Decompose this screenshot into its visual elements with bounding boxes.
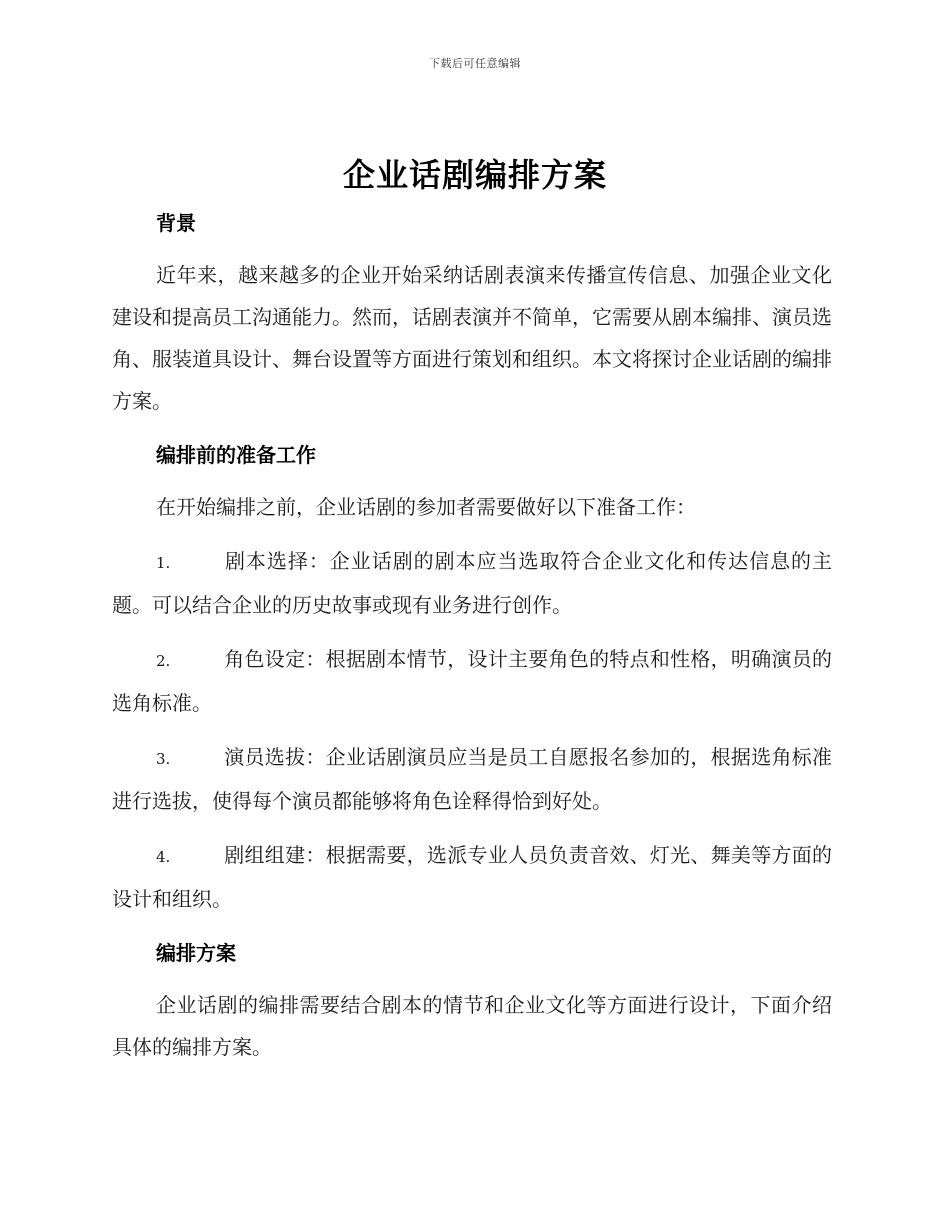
preparation-intro: 在开始编排之前，企业话剧的参加者需要做好以下准备工作：	[156, 495, 696, 519]
list-item-text: 剧组组建：根据需要，选派专业人员负责音效、灯光、舞美等方面的设计和组织。	[112, 843, 832, 911]
header-note: 下载后可任意编辑	[429, 57, 521, 70]
section-heading-plan: 编排方案	[156, 941, 236, 965]
list-item	[112, 736, 832, 822]
list-item	[112, 834, 832, 920]
section-heading-background: 背景	[156, 211, 196, 235]
list-number: 4.	[156, 848, 171, 866]
list-item	[112, 540, 832, 626]
background-paragraph: 近年来，越来越多的企业开始采纳话剧表演来传播宣传信息、加强企业文化建设和提高员工沟通能力。然而，话剧表演并不简单，它需要从剧本编排、演员选角、服装道具设计、舞台设置等方面进行策划和组织。本文将探讨企业话剧的编排方案。	[112, 263, 832, 413]
list-item-text: 角色设定：根据剧本情节，设计主要角色的特点和性格，明确演员的选角标准。	[112, 647, 832, 715]
list-item-text: 剧本选择：企业话剧的剧本应当选取符合企业文化和传达信息的主题。可以结合企业的历史故事或现有业务进行创作。	[112, 549, 832, 617]
document-body	[112, 200, 832, 1068]
list-number: 1.	[156, 554, 171, 572]
list-item-text: 演员选拔：企业话剧演员应当是员工自愿报名参加的，根据选角标准进行选拔，使得每个演员都能够将角色诠释得恰到好处。	[112, 745, 832, 813]
section-heading-preparation: 编排前的准备工作	[156, 443, 316, 467]
plan-paragraph: 企业话剧的编排需要结合剧本的情节和企业文化等方面进行设计，下面介绍具体的编排方案。	[112, 993, 832, 1059]
list-item	[112, 638, 832, 724]
document-title: 企业话剧编排方案	[342, 156, 607, 194]
list-number: 3.	[156, 750, 171, 768]
list-number: 2.	[156, 652, 171, 670]
